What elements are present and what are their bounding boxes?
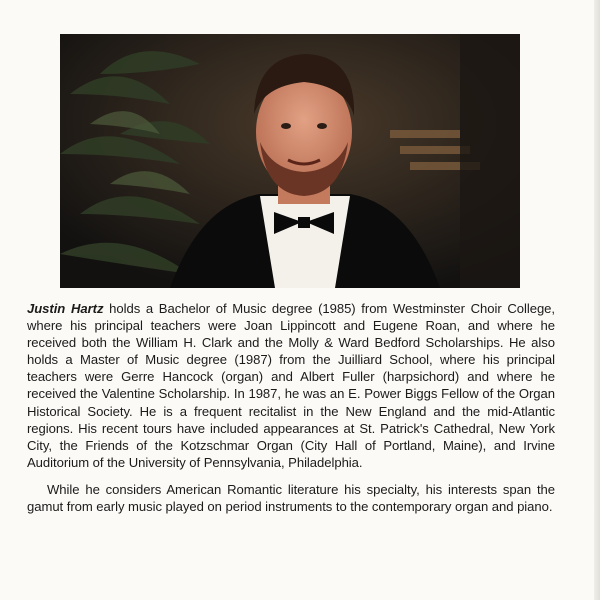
biography-paragraph-1	[27, 300, 555, 471]
portrait-photo	[60, 34, 520, 288]
biography-paragraph-2: While he considers American Romantic literature his specialty, his interests span the gamut from early music played on period instruments to the contemporary organ and piano.	[27, 481, 555, 515]
performer-name: Justin Hartz	[27, 301, 104, 316]
biography-text	[27, 300, 555, 515]
biography-paragraph-1-body: holds a Bachelor of Music degree (1985) from Westminster Choir College, where his principal teachers were Joan Lippincott and Eugene Roan, and where he received both the William H. Clark and the Molly & Ward Bedford Scholarships. He also holds a Master of Music degree (1987) from the Juilliard School, where his principal teachers were Gerre Hancock (organ) and Albert Fuller (harpsichord) and where he received the Valentine Scholarship. In 1987, he was an E. Power Biggs Fellow of the Organ Historical Society. He is a frequent recitalist in the New England and the mid-Atlantic regions. His recent tours have included appearances at St. Patrick's Cathedral, New York City, the Friends of the Kotzschmar Organ (City Hall of Portland, Maine), and Irvine Auditorium of the University of Pennsylvania, Philadelphia.	[27, 301, 555, 470]
page-edge	[594, 0, 600, 600]
portrait-illustration	[60, 34, 520, 288]
